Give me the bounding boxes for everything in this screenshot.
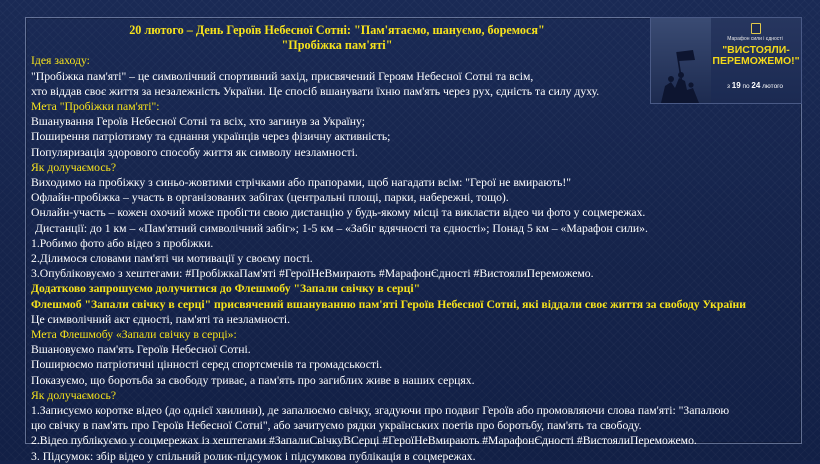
flashmob-goal-line: Вшановуємо пам'ять Героїв Небесної Сотні.: [31, 343, 251, 357]
flashmob-goal-line: Показуємо, що боротьба за свободу триває, а пам'ять про загиблих живе в наших серцях.: [31, 373, 475, 387]
flashmob-join-heading: Як долучаємось?: [31, 388, 117, 402]
join-step: 1.Робимо фото або відео з пробіжки.: [31, 236, 214, 250]
page-title-line-1: 20 лютого – День Героїв Небесної Сотні: "Пам'ятаємо, шануємо, боремося": [129, 23, 545, 37]
join-line: Виходимо на пробіжку з синьо-жовтими стрічками або прапорами, щоб нагадати всім: "Герої не вмирають!": [31, 176, 572, 190]
poster-subtitle: Марафон сили і єдності: [727, 36, 783, 42]
document-content: [31, 23, 806, 464]
poster-dates-prefix: з: [726, 83, 730, 90]
join-step: 2.Ділимося словами пам'яті чи мотивації у своєму пості.: [31, 252, 313, 266]
flashmob-symbol-line: Це символічний акт єдності, пам'яті та незламності.: [31, 312, 291, 326]
flashmob-goal-line: Поширюємо патріотичні цінності серед спортсменів та громадськості.: [31, 358, 383, 372]
flashmob-join-line: 1.Записуємо коротке відео (до однієї хвилини), де запалюємо свічку, згадуючи про подвиг Героїв або промовляючи слова пам'яті: "Запалюю: [31, 404, 730, 418]
poster-date-to: 24: [751, 81, 761, 90]
goal-line: Вшанування Героїв Небесної Сотні та всіх, хто загинув за Україну;: [31, 115, 365, 129]
idea-heading: Ідея заходу:: [31, 54, 90, 68]
join-line: Онлайн-участь – кожен охочий може пробігти свою дистанцію у будь-якому місці та викласти відео чи фото у соцмережах.: [31, 206, 646, 220]
idea-line: хто віддав своє життя за незалежність України. Це спосіб вшанувати їхню пам'ять через рух, єдність та силу духу.: [31, 84, 600, 98]
flashmob-description: Флешмоб "Запали свічку в серці" присвячений вшануванню пам'яті Героїв Небесної Сотні, які віддали своє життя за свободу України: [31, 297, 746, 311]
poster-date-from: 19: [731, 81, 741, 90]
goal-heading: Мета "Пробіжки пам'яті":: [31, 100, 160, 114]
join-line: Офлайн-пробіжка – участь в організованих забігах (центральні площі, парки, набережні, тощо).: [31, 191, 509, 205]
flashmob-join-line: 3. Підсумок: збір відео у спільний ролик-підсумок і підсумкова публікація в соцмережах.: [31, 449, 476, 463]
flashmob-join-line: 2.Відео публікуємо у соцмережах із хештегами #ЗапалиСвічкуВСерці #ГероїНеВмирають #МарафонЄдності #ВистоялиПереможемо.: [31, 434, 697, 448]
goal-line: Поширення патріотизму та єднання українців через фізичну активність;: [31, 130, 391, 144]
page-title-line-2: "Пробіжка пам'яті": [281, 38, 393, 53]
join-line-distances: Дистанції: до 1 км – «Пам'ятний символічний забіг»; 1-5 км – «Забіг вдячності та єдності»; Понад 5 км – «Марафон сили».: [35, 221, 648, 235]
poster-headline-line-1: "ВИСТОЯЛИ-: [722, 44, 790, 56]
join-step: 3.Опубліковуємо з хештегами: #ПробіжкаПам'яті #ГероїНеВмирають #МарафонЄдності #ВистоялиПереможемо.: [31, 267, 594, 281]
flashmob-invite: Додатково запрошуємо долучитися до Флешмобу "Запали свічку в серці": [31, 282, 421, 296]
goal-line: Популяризація здорового способу життя як символу незламності.: [31, 145, 358, 159]
poster-month: лютого: [762, 83, 784, 90]
flashmob-goal-heading: Мета Флешмобу «Запали свічку в серці»:: [31, 328, 237, 342]
poster-headline-line-2: ПЕРЕМОЖЕМО!": [712, 55, 800, 67]
idea-line: "Пробіжка пам'яті" – це символічний спортивний захід, присвячений Героям Небесної Сотні та всім,: [31, 69, 534, 83]
poster-dates-mid: по: [742, 83, 750, 90]
join-heading: Як долучаємось?: [31, 160, 117, 174]
flashmob-join-line: цю свічку в пам'ять про Героїв Небесної Сотні", або зачитуємо рядки українських поетів про боротьбу, пам'ять та свободу.: [31, 419, 642, 433]
